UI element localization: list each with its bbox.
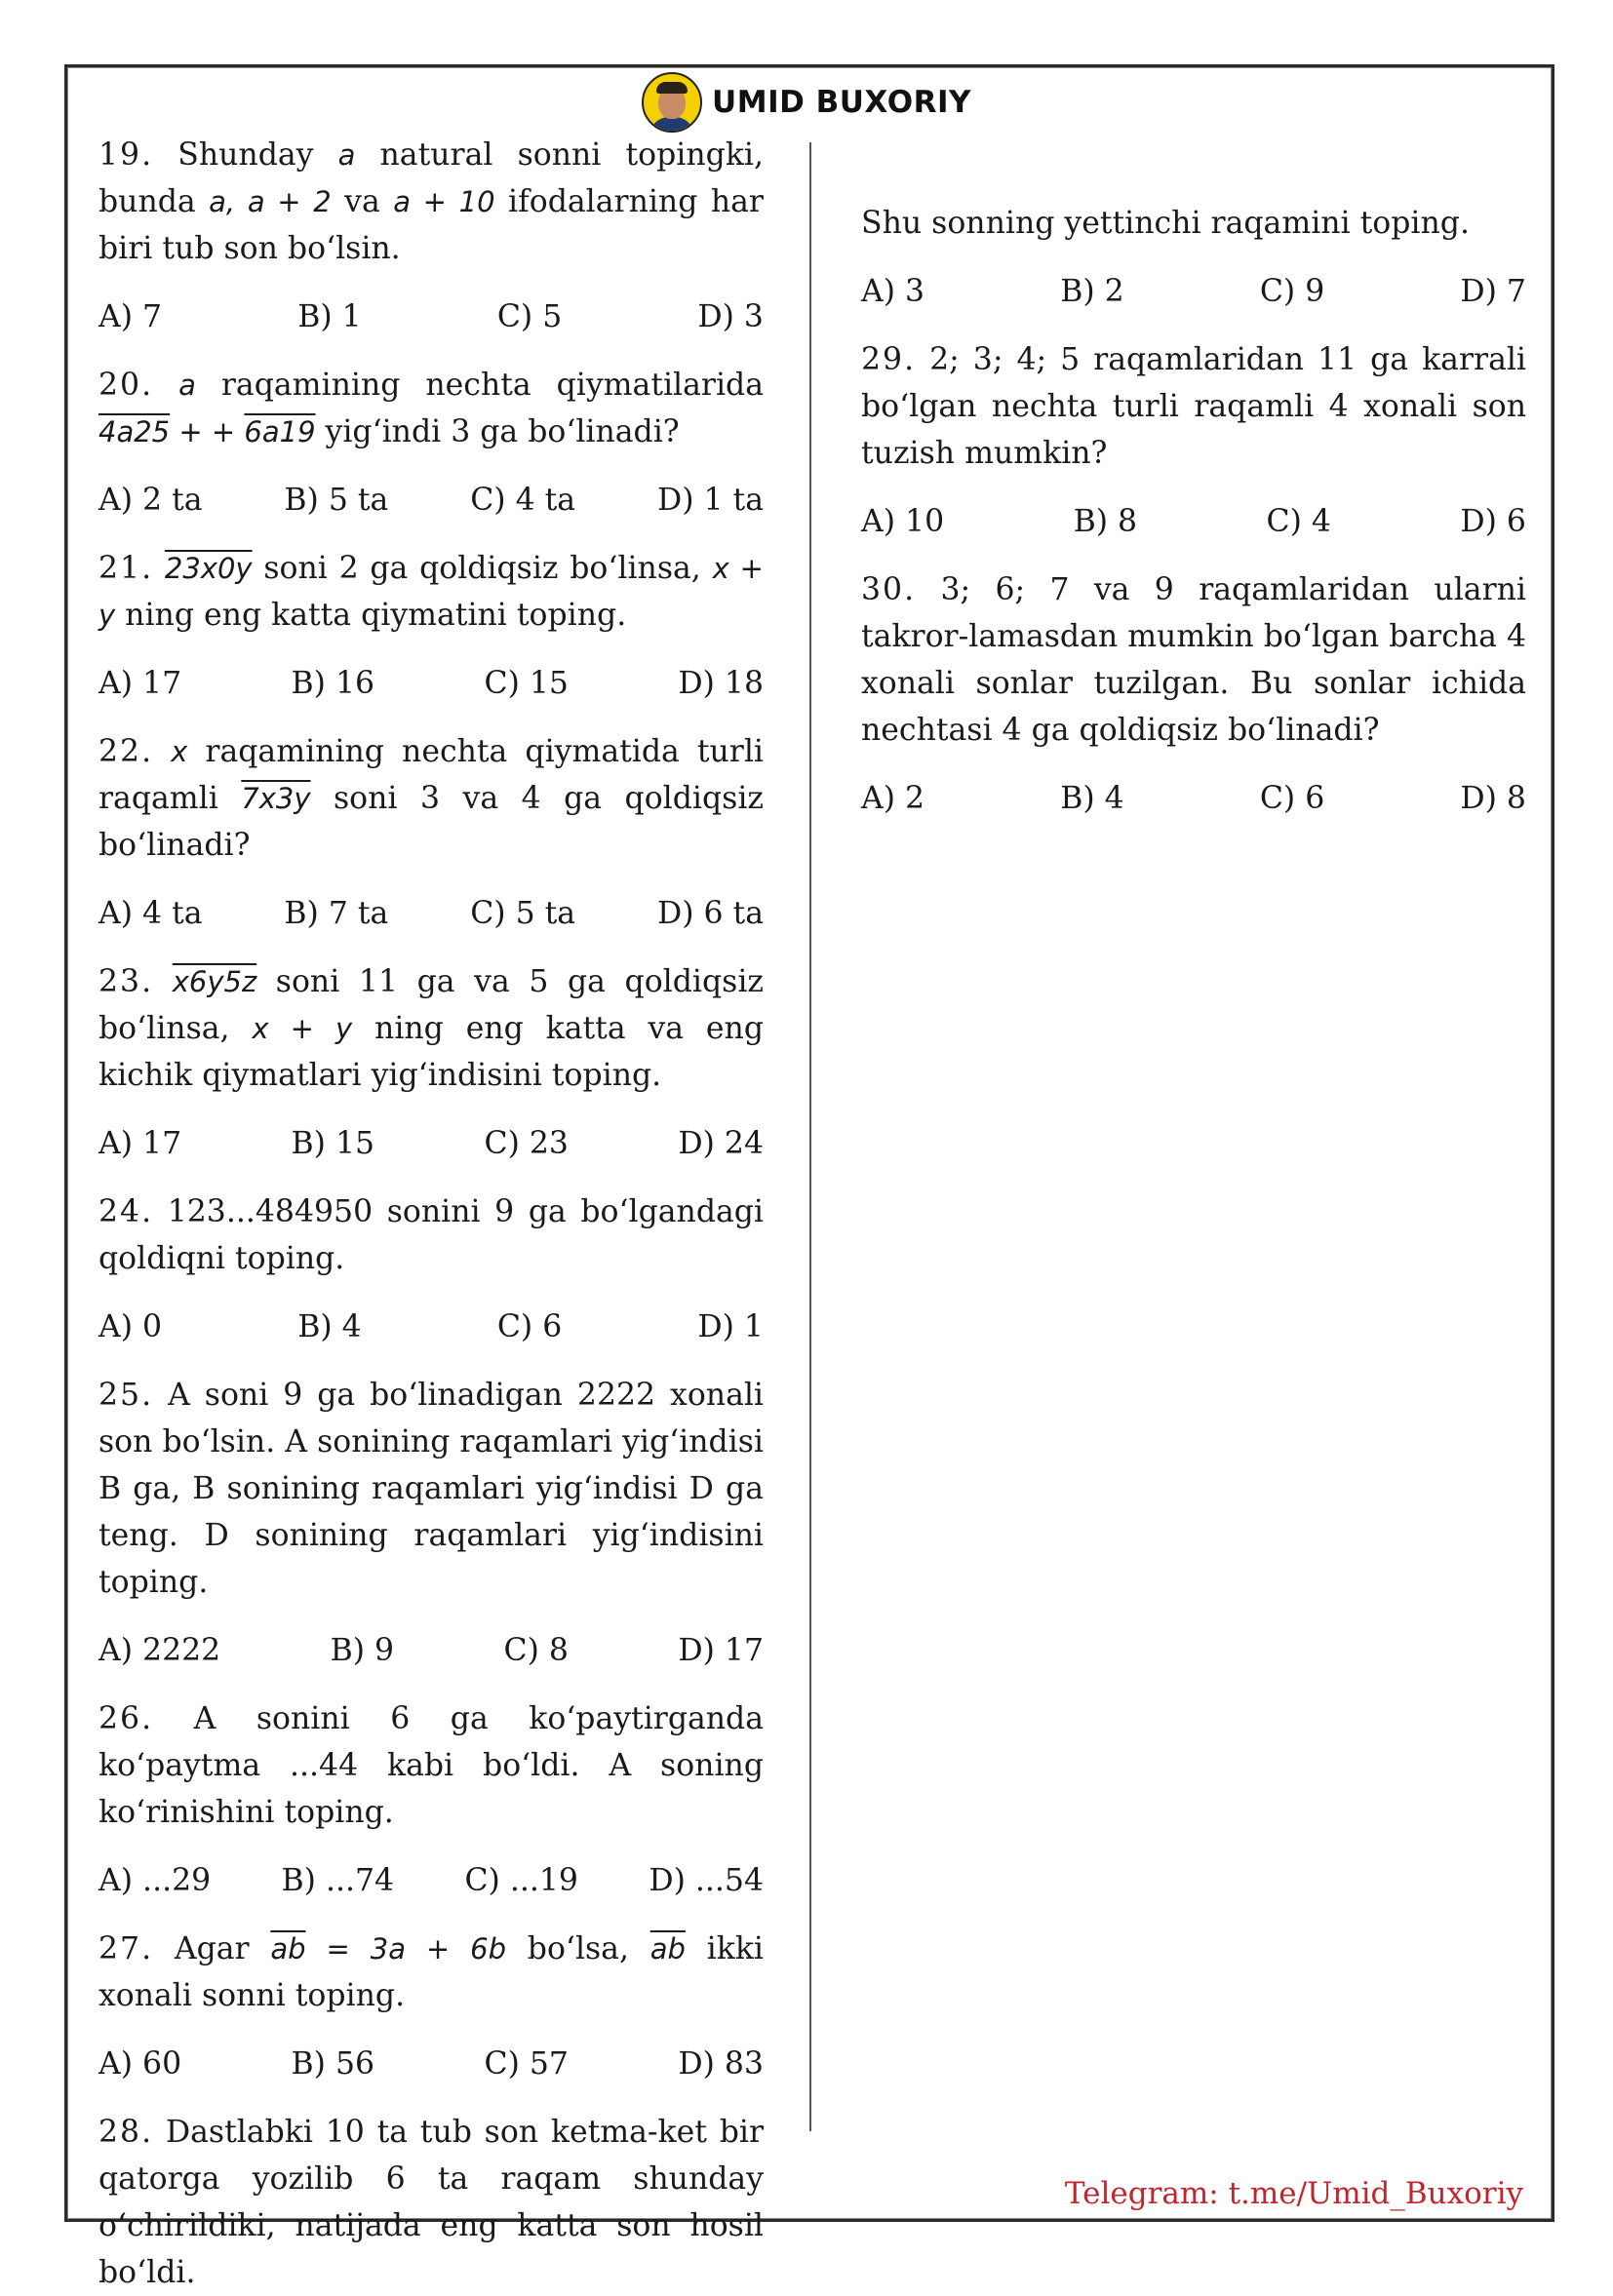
answer-options [861,268,1526,315]
option-a[interactable]: A) 2222 [98,1633,221,1668]
brand-name: UMID BUXORIY [712,85,971,120]
option-a[interactable]: A) 17 [98,1126,182,1161]
option-c[interactable]: C) 6 [496,1309,563,1344]
option-a[interactable]: A) ...29 [98,1863,212,1898]
option-b[interactable]: B) 15 [291,1126,375,1161]
option-b[interactable]: B) 8 [1073,504,1138,539]
column-divider [809,142,811,2131]
answer-options [98,1857,764,1904]
option-c[interactable]: C) 15 [484,666,569,701]
answer-options [98,293,764,340]
option-d[interactable]: D) 83 [678,2046,764,2082]
question-text: 23. x6y5z soni 11 ga va 5 ga qoldiqsiz bo‘linsa, x + y ning eng katta va eng kichik qiymatlari yig‘indisini toping. [98,964,765,1093]
question-21 [98,545,764,707]
option-a[interactable]: A) 10 [861,504,945,539]
answer-options [98,890,764,937]
answer-options [98,1627,764,1674]
question-19 [98,132,764,340]
question-text: 30. 3; 6; 7 va 9 raqamlaridan ularni takror-lamasdan mumkin bo‘lgan barcha 4 xonali sonlar tuzilgan. Bu sonlar ichida nechtasi 4 ga qoldiqsiz bo‘linadi? [861,572,1526,748]
answer-options [98,1120,764,1167]
option-d[interactable]: D) 1 ta [656,483,764,518]
author-avatar [642,72,702,133]
question-27 [98,1926,764,2087]
option-c[interactable]: C) 57 [484,2046,569,2082]
question-text: 28. Dastlabki 10 ta tub son ketma-ket bir qatorga yozilib 6 ta raqam shunday o‘chirildiki, natijada eng katta son hosil bo‘ldi. [98,2115,765,2290]
question-text: 21. 23x0y soni 2 ga qoldiqsiz bo‘linsa, x + y ning eng katta qiymatini toping. [98,551,764,633]
option-b[interactable]: B) 7 ta [284,896,389,931]
question-28 [98,2109,764,2296]
right-column [861,200,1526,843]
question-text: 19. Shunday a natural sonni topingki, bunda a, a + 2 va a + 10 ifodalarning har biri tub son bo‘lsin. [98,137,765,266]
option-d[interactable]: D) 7 [1460,274,1526,309]
option-b[interactable]: B) ...74 [281,1863,395,1898]
answer-options [98,477,764,524]
page-header [0,71,1613,134]
option-a[interactable]: A) 2 [861,781,925,816]
option-b[interactable]: B) 4 [1060,781,1124,816]
option-d[interactable]: D) 17 [678,1633,764,1668]
question-text: Shu sonning yettinchi raqamini toping. [861,206,1470,241]
option-a[interactable]: A) 60 [98,2046,182,2082]
option-d[interactable]: D) 1 [697,1309,764,1344]
question-text: 22. x raqamining nechta qiymatida turli raqamli 7x3y soni 3 va 4 ga qoldiqsiz bo‘linadi? [98,734,764,863]
left-column [98,132,764,2296]
question-20 [98,362,764,524]
option-c[interactable]: C) ...19 [464,1863,578,1898]
option-c[interactable]: C) 4 ta [470,483,576,518]
answer-options [861,775,1526,822]
question-text: 24. 123...484950 sonini 9 ga bo‘lgandagi qoldiqni toping. [98,1194,765,1276]
option-b[interactable]: B) 5 ta [284,483,389,518]
option-c[interactable]: C) 8 [503,1633,569,1668]
option-d[interactable]: D) 18 [678,666,764,701]
option-b[interactable]: B) 9 [330,1633,395,1668]
option-d[interactable]: D) 8 [1460,781,1526,816]
option-a[interactable]: A) 2 ta [98,483,203,518]
option-a[interactable]: A) 0 [98,1309,163,1344]
question-22 [98,728,764,937]
option-b[interactable]: B) 16 [291,666,375,701]
question-text: 29. 2; 3; 4; 5 raqamlaridan 11 ga karrali bo‘lgan nechta turli raqamli 4 xonali son tuzish mumkin? [861,342,1527,471]
question-25 [98,1372,764,1674]
option-d[interactable]: D) 6 [1460,504,1526,539]
option-b[interactable]: B) 2 [1060,274,1124,309]
option-d[interactable]: D) 3 [697,299,764,334]
option-d[interactable]: D) 6 ta [656,896,764,931]
option-a[interactable]: A) 3 [861,274,925,309]
question-text: 27. Agar $\overline{ab} = 3a + 6b$ bo‘lsa, $\overline{ab}$ ikki xonali sonni toping. [98,1931,764,2013]
option-d[interactable]: D) 24 [678,1126,764,1161]
answer-options [98,660,764,707]
question-26 [98,1695,764,1904]
option-b[interactable]: B) 1 [297,299,362,334]
question-29 [861,336,1526,545]
question-28-continued [861,200,1526,315]
telegram-link[interactable]: Telegram: t.me/Umid_Buxoriy [1064,2176,1523,2211]
option-a[interactable]: A) 7 [98,299,163,334]
option-c[interactable]: C) 4 [1266,504,1331,539]
question-24 [98,1188,764,1350]
question-30 [861,566,1526,822]
question-23 [98,958,764,1167]
option-a[interactable]: A) 17 [98,666,182,701]
answer-options [98,2041,764,2087]
option-c[interactable]: C) 5 [496,299,563,334]
answer-options [861,498,1526,545]
option-d[interactable]: D) ...54 [649,1863,764,1898]
option-b[interactable]: B) 56 [291,2046,375,2082]
option-a[interactable]: A) 4 ta [98,896,203,931]
option-c[interactable]: C) 5 ta [470,896,576,931]
question-text: 25. A soni 9 ga bo‘linadigan 2222 xonali son bo‘lsin. A sonining raqamlari yig‘indisi B ga, B sonining raqamlari yig‘indisi D ga teng. D sonining raqamlari yig‘indisini toping. [98,1378,764,1600]
question-text: 26. A sonini 6 ga ko‘paytirganda ko‘paytma ...44 kabi bo‘ldi. A soning ko‘rinishini toping. [98,1701,764,1830]
question-text: 20. a raqamining nechta qiymatilarida 4a25 + + 6a19 yig‘indi 3 ga bo‘linadi? [98,368,764,449]
option-c[interactable]: C) 9 [1259,274,1325,309]
answer-options [98,1304,764,1350]
option-c[interactable]: C) 6 [1259,781,1325,816]
option-b[interactable]: B) 4 [297,1309,362,1344]
option-c[interactable]: C) 23 [484,1126,569,1161]
